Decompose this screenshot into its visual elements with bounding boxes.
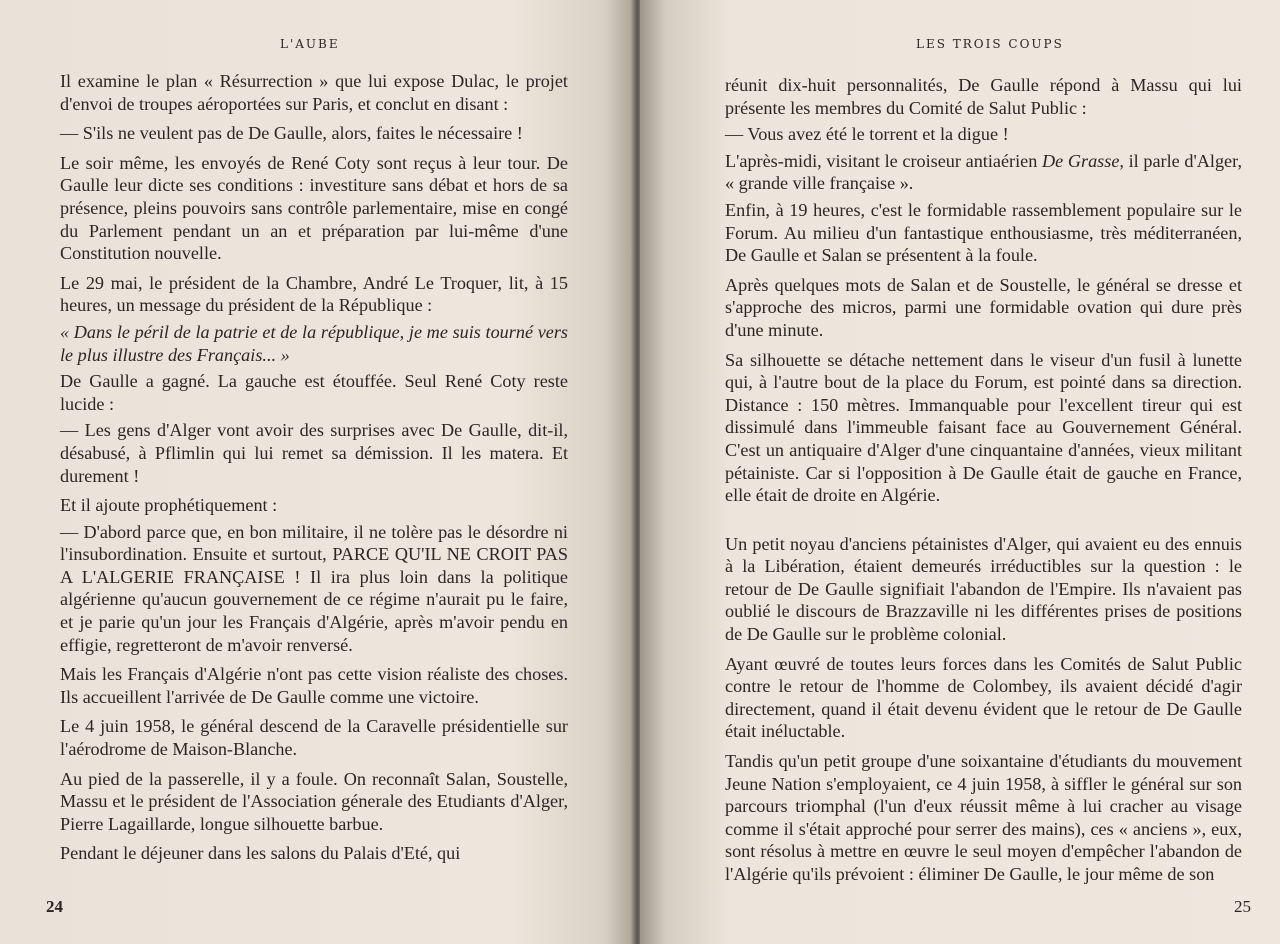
paragraph: Un petit noyau d'anciens pétainistes d'Alger, qui avaient eu des ennuis à la Libération, étaient demeurés irréductibles sur la question : le retour de De Gaulle signifiait l'abandon de l'Empire. Ils n'avaient pas oublié le discours de Brazzaville ni les différentes prises de positions de De Gaulle sur le problème colonial. <box>725 533 1242 645</box>
paragraph: Il examine le plan « Résurrection » que lui expose Dulac, le projet d'envoi de troupes aéroportées sur Paris, et conclut en disant : <box>60 71 568 114</box>
paragraph: — S'ils ne veulent pas de De Gaulle, alors, faites le nécessaire ! <box>60 123 523 144</box>
page-number: 24 <box>46 897 63 916</box>
paragraph-text: L'après-midi, visitant le croiseur antiaérien <box>725 150 1038 171</box>
running-header: LES TROIS COUPS <box>916 37 1064 51</box>
paragraph: — Vous avez été le torrent et la digue ! <box>725 124 1009 145</box>
paragraph: Tandis qu'un petit groupe d'une soixantaine d'étudiants du mouvement Jeune Nation s'employaient, ce 4 juin 1958, à siffler le général sur son parcours triomphal (l'un d'eux réussit même à lui cracher au visage comme il s'était approché pour serrer des mains), ces « anciens », eux, sont résolus à mettre en œuvre le seul moyen d'empêcher l'abandon de l'Algérie qu'ils prévoient : éliminer De Gaulle, le jour même de son <box>725 751 1242 884</box>
paragraph: Et il ajoute prophétiquement : <box>60 495 278 516</box>
quoted-message-text: « Dans le péril de la patrie et de la république, je me suis tourné vers le plus illustre des Français... » <box>60 321 568 365</box>
left-page <box>0 0 636 944</box>
paragraph <box>725 150 1242 195</box>
page-text <box>725 74 1242 893</box>
paragraph: Au pied de la passerelle, il y a foule. On reconnaît Salan, Soustelle, Massu et le président de l'Association génerale des Etudiants d'Alger, Pierre Lagaillarde, longue silhouette barbue. <box>60 768 568 834</box>
paragraph: De Gaulle a gagné. La gauche est étouffée. Seul René Coty reste lucide : <box>60 371 568 414</box>
paragraph: réunit dix-huit personnalités, De Gaulle répond à Massu qui lui présente les membres du Comité de Salut Public : <box>725 75 1242 118</box>
paragraph: Le 4 juin 1958, le général descend de la Caravelle présidentielle sur l'aérodrome de Maison-Blanche. <box>60 716 568 760</box>
paragraph: Pendant le déjeuner dans les salons du Palais d'Eté, qui <box>60 843 461 864</box>
paragraph: Sa silhouette se détache nettement dans le viseur d'un fusil à lunette qui, à l'autre bout de la place du Forum, est pointé dans sa direction. Distance : 150 mètres. Immanquable pour l'excellent tireur qui est dissimulé dans l'immeuble faisant face au Gouvernement Général. C'est un antiquaire d'Alger d'une cinquantaine d'années, vieux militant pétainiste. Car si l'opposition à De Gaulle était de gauche en France, elle était de droite en Algérie. <box>725 349 1242 506</box>
paragraph: — D'abord parce que, en bon militaire, il ne tolère pas le désordre ni l'insubordination. Ensuite et surtout, PARCE QU'IL NE CROIT PAS A L'ALGERIE FRANÇAISE ! Il ira plus loin dans la politique algérienne qu'aucun gouvernement de ce régime n'aurait pu le faire, et je parie qu'un jour les Français d'Algérie, après m'avoir pendu en effigie, regretteront de m'avoir renversé. <box>60 521 568 655</box>
page-text <box>60 70 568 872</box>
ship-name: De Grasse, <box>1042 150 1124 171</box>
paragraph: Ayant œuvré de toutes leurs forces dans les Comités de Salut Public contre le retour de l'homme de Colombey, ils avaient décidé d'agir directement, quand il était devenu évident que le retour de De Gaulle était inéluctable. <box>725 653 1242 742</box>
paragraph-text: il parle d'Alger, « grande ville française ». <box>725 150 1243 194</box>
paragraph: Le soir même, les envoyés de René Coty sont reçus à leur tour. De Gaulle leur dicte ses conditions : investiture sans débat et hors de sa présence, pleins pouvoirs sans contrôle parlementaire, mise en congé du Parlement pendant un an et préparation par lui-même d'une Constitution nouvelle. <box>60 152 568 264</box>
running-header: L'AUBE <box>280 37 340 51</box>
right-page <box>640 0 1280 944</box>
paragraph: Le 29 mai, le président de la Chambre, André Le Troquer, lit, à 15 heures, un message du président de la République : <box>60 272 568 316</box>
quoted-message <box>60 321 568 366</box>
paragraph: Après quelques mots de Salan et de Soustelle, le général se dresse et s'approche des micros, parmi une formidable ovation qui dure près d'une minute. <box>725 274 1242 340</box>
paragraph: — Les gens d'Alger vont avoir des surprises avec De Gaulle, dit-il, désabusé, à Pflimlin qui lui remet sa démission. Il les matera. Et durement ! <box>60 420 568 486</box>
paragraph: Mais les Français d'Algérie n'ont pas cette vision réaliste des choses. Ils accueillent l'arrivée de De Gaulle comme une victoire. <box>60 664 568 707</box>
paragraph: Enfin, à 19 heures, c'est le formidable rassemblement populaire sur le Forum. Au milieu d'un fantastique enthousiasme, très méditerranéen, De Gaulle et Salan se présentent à la foule. <box>725 199 1242 266</box>
page-number: 25 <box>1234 897 1251 916</box>
